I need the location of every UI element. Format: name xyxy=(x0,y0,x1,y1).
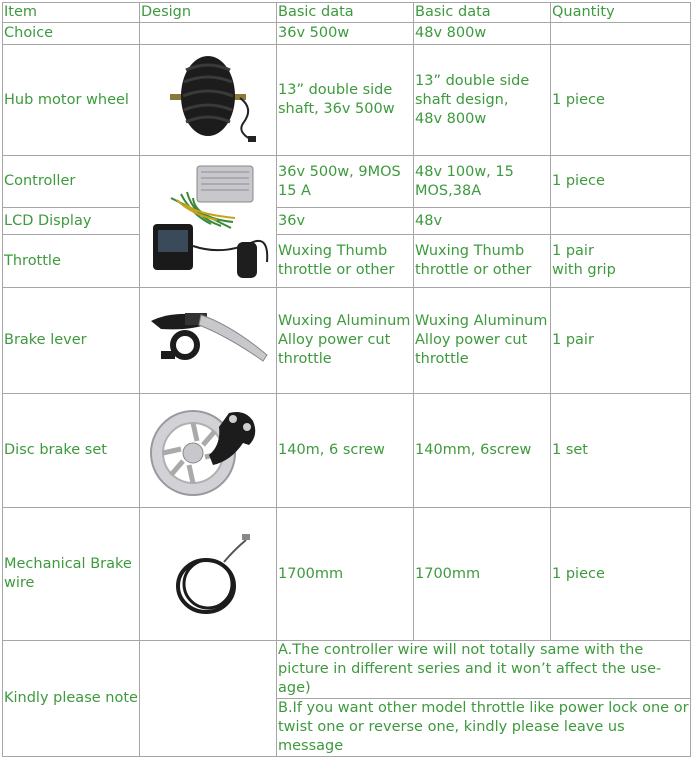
brake-lever-icon xyxy=(141,291,275,391)
table-row xyxy=(3,45,691,156)
header-row xyxy=(3,3,691,23)
disc-qty: 1 set xyxy=(551,394,691,508)
table-row xyxy=(3,508,691,641)
controller-kit-icon xyxy=(141,158,275,286)
note-b: B.If you want other model throttle like power lock one or twist one or reverse one, kindly please leave us message xyxy=(277,699,691,757)
header-quantity: Quantity xyxy=(551,3,691,23)
brake-wire-image xyxy=(140,508,277,641)
lcd-48v: 48v xyxy=(414,208,551,235)
header-item: Item xyxy=(3,3,140,23)
table-row xyxy=(3,156,691,208)
choice-qty xyxy=(551,23,691,45)
note-label: Kindly please note xyxy=(3,641,140,757)
wire-48v: 1700mm xyxy=(414,508,551,641)
choice-48v: 48v 800w xyxy=(414,23,551,45)
table-row xyxy=(3,23,691,45)
hub-motor-image xyxy=(140,45,277,156)
brake-48v: Wuxing Aluminum Alloy power cut throttle xyxy=(414,288,551,394)
brake-label: Brake lever xyxy=(3,288,140,394)
throttle-48v: Wuxing Thumb throttle or other xyxy=(414,235,551,288)
table-row xyxy=(3,235,691,288)
wire-36v: 1700mm xyxy=(277,508,414,641)
table-row xyxy=(3,208,691,235)
hub-48v: 13” double side shaft design, 48v 800w xyxy=(414,45,551,156)
lcd-label: LCD Display xyxy=(3,208,140,235)
lcd-qty xyxy=(551,208,691,235)
controller-label: Controller xyxy=(3,156,140,208)
disc-36v: 140m, 6 screw xyxy=(277,394,414,508)
hub-label: Hub motor wheel xyxy=(3,45,140,156)
wire-qty: 1 piece xyxy=(551,508,691,641)
table-row xyxy=(3,641,691,699)
table-row xyxy=(3,288,691,394)
brake-36v: Wuxing Aluminum Alloy power cut throttle xyxy=(277,288,414,394)
lcd-36v: 36v xyxy=(277,208,414,235)
brake-qty: 1 pair xyxy=(551,288,691,394)
choice-design xyxy=(140,23,277,45)
controller-48v: 48v 100w, 15 MOS,38A xyxy=(414,156,551,208)
header-design: Design xyxy=(140,3,277,23)
controller-kit-image xyxy=(140,156,277,288)
header-basic-data-1: Basic data xyxy=(277,3,414,23)
note-design xyxy=(140,641,277,757)
hub-motor-wheel-icon xyxy=(148,50,268,150)
choice-label: Choice xyxy=(3,23,140,45)
controller-36v: 36v 500w, 9MOS 15 A xyxy=(277,156,414,208)
throttle-label: Throttle xyxy=(3,235,140,288)
throttle-qty: 1 pair with grip xyxy=(551,235,691,288)
brake-lever-image xyxy=(140,288,277,394)
controller-qty: 1 piece xyxy=(551,156,691,208)
wire-label: Mechanical Brake wire xyxy=(3,508,140,641)
note-a: A.The controller wire will not totally same with the picture in different series and it won’t affect the use-age) xyxy=(277,641,691,699)
hub-qty: 1 piece xyxy=(551,45,691,156)
table-row xyxy=(3,394,691,508)
throttle-36v: Wuxing Thumb throttle or other xyxy=(277,235,414,288)
product-spec-table xyxy=(2,2,691,757)
choice-36v: 36v 500w xyxy=(277,23,414,45)
disc-label: Disc brake set xyxy=(3,394,140,508)
disc-brake-image xyxy=(140,394,277,508)
disc-brake-icon xyxy=(143,397,273,505)
hub-36v: 13” double side shaft, 36v 500w xyxy=(277,45,414,156)
brake-wire-coil-icon xyxy=(158,524,258,624)
disc-48v: 140mm, 6screw xyxy=(414,394,551,508)
header-basic-data-2: Basic data xyxy=(414,3,551,23)
